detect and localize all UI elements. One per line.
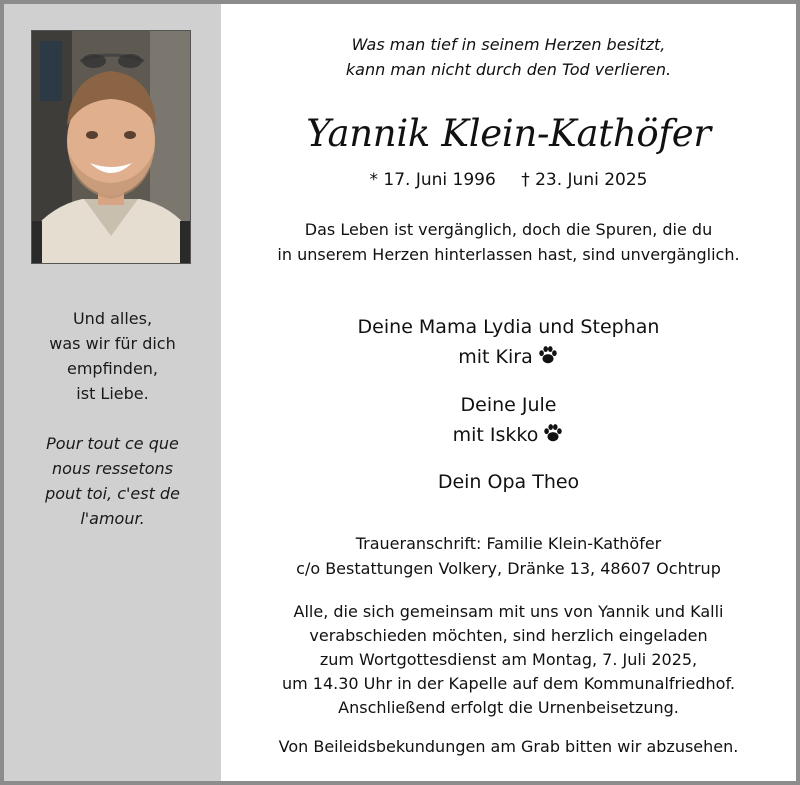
closing-note: Von Beileidsbekundungen am Grab bitten wir abzusehen. <box>278 737 739 756</box>
service-invitation: Alle, die sich gemeinsam mit uns von Yannik und Kalli verabschieden möchten, sind herzlich eingeladen zum Wortgottesdienst am Montag, 7. Juli 2025, um 14.30 Uhr in der Kapelle auf dem Kommunalfriedhof. Anschließend erfolgt die Urnenbeisetzung. <box>281 602 736 717</box>
family-pet-kira: mit Kira <box>221 343 796 371</box>
family-jule: Deine Jule <box>460 394 557 416</box>
portrait-photo <box>31 30 191 264</box>
mourning-address: Traueranschrift: Familie Klein-Kathöfer c/o Bestattungen Volkery, Dränke 13, 48607 Ochtrup <box>296 534 721 578</box>
saying-text: Das Leben ist vergänglich, doch die Spuren, die du in unserem Herzen hinterlassen hast, sind unvergänglich. <box>277 220 740 264</box>
main-content <box>221 4 796 781</box>
life-dates <box>221 170 796 190</box>
paw-icon <box>537 344 559 366</box>
sidebar-german-text: Und alles, was wir für dich empfinden, ist Liebe. <box>49 309 176 403</box>
sidebar-french-text: Pour tout ce que nous ressetons pout toi, c'est de l'amour. <box>45 434 180 528</box>
paw-icon <box>542 422 564 444</box>
birth-date: * 17. Juni 1996 <box>369 170 496 190</box>
family-mother: Deine Mama Lydia und Stephan <box>357 316 660 338</box>
memorial-quote: Was man tief in seinem Herzen besitzt, kann man nicht durch den Tod verlieren. <box>345 35 672 79</box>
family-opa: Dein Opa Theo <box>437 471 580 493</box>
sidebar <box>4 4 221 781</box>
death-date: † 23. Juni 2025 <box>521 170 648 190</box>
family-pet-iskko: mit Iskko <box>221 421 796 449</box>
deceased-name: Yannik Klein-Kathöfer <box>306 112 711 155</box>
